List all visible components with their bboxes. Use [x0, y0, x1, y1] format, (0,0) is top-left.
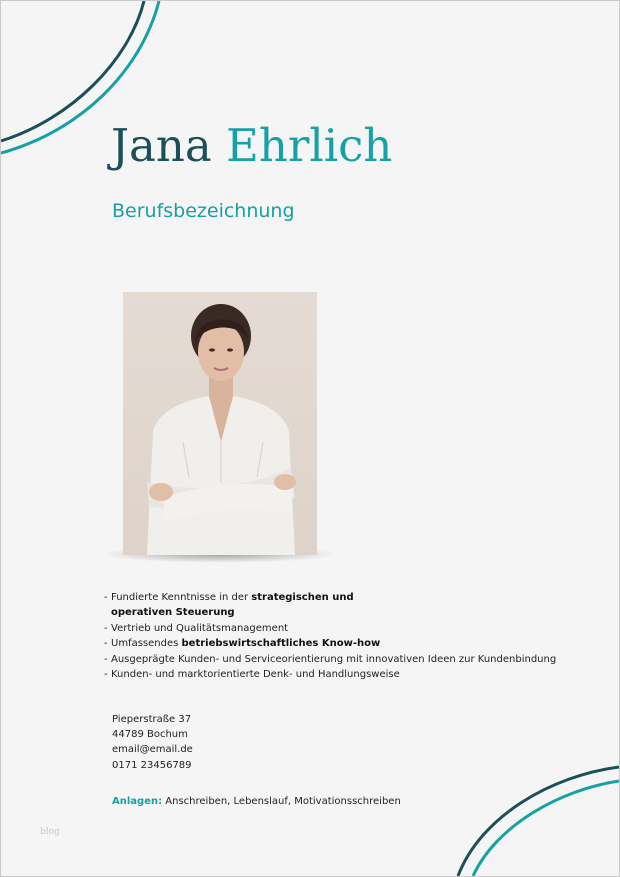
first-name: Jana [111, 119, 212, 172]
bottom-right-arcs [458, 767, 619, 876]
street-address: Pieperstraße 37 [112, 714, 192, 725]
list-item: - Umfassendes betriebswirtschaftliches Know-how [104, 638, 381, 650]
attachments-list: Anschreiben, Lebenslauf, Motivationsschreiben [162, 796, 401, 807]
list-item: - Fundierte Kenntnisse in der strategischen und [104, 592, 354, 603]
portrait-illustration [123, 292, 317, 555]
job-title: Berufsbezeichnung [112, 200, 295, 222]
portrait-photo [123, 292, 317, 555]
last-name: Ehrlich [226, 119, 393, 172]
city-address: 44789 Bochum [112, 729, 188, 741]
email-address: email@email.de [112, 744, 193, 756]
applicant-name [111, 119, 393, 172]
skills-list [104, 590, 556, 682]
list-item: - Kunden- und marktorientierte Denk- und Handlungsweise [104, 669, 400, 681]
phone-number: 0171 23456789 [112, 759, 192, 771]
list-item: - Ausgeprägte Kunden- und Serviceorientierung mit innovativen Ideen zur Kundenbindung [104, 653, 557, 665]
list-item-continuation: operativen Steuerung [111, 607, 235, 619]
attachments-line [112, 796, 401, 807]
watermark: blog [40, 827, 60, 837]
contact-block [112, 712, 193, 773]
attachments-label: Anlagen: [112, 796, 163, 807]
list-item: - Vertrieb und Qualitätsmanagement [104, 622, 289, 634]
